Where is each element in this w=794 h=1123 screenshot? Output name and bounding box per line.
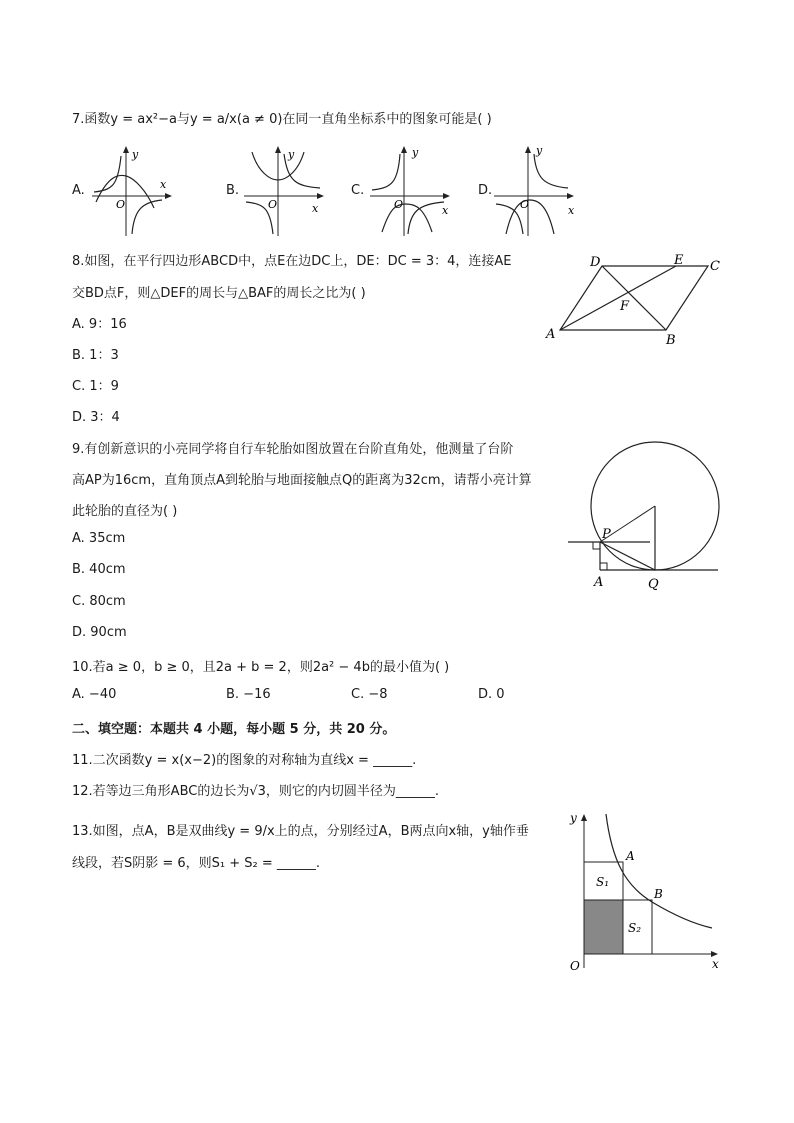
q9-option-d: D. 90cm <box>72 625 127 640</box>
q7d-origin: O <box>520 198 530 211</box>
q9-line2: 高AP为16cm，直角顶点A到轮胎与地面接触点Q的距离为32cm，请帮小亮计算 <box>72 473 532 488</box>
q13-line1: 13.如图，点A，B是双曲线y = 9/x上的点，分别经过A，B两点向x轴，y轴作垂 <box>72 824 529 839</box>
q7b-origin: O <box>268 198 278 211</box>
q9-label-q: Q <box>648 577 659 592</box>
q9-label-p: P <box>602 527 611 542</box>
q7-option-b-label: B. <box>226 183 240 198</box>
q8-label-e: E <box>674 253 684 268</box>
q11-stem: 11.二次函数y = x(x−2)的图象的对称轴为直线x = ______. <box>72 753 417 768</box>
q7d-x-label: x <box>568 204 575 217</box>
q7d-y-label: y <box>536 144 543 157</box>
q9-label-a: A <box>594 575 604 590</box>
q10-stem: 10.若a ≥ 0，b ≥ 0，且2a + b = 2，则2a² − 4b的最小值为( ) <box>72 660 450 675</box>
q8-option-a: A. 9：16 <box>72 317 127 332</box>
q8-option-d: D. 3：4 <box>72 410 120 425</box>
q13-label-s2: S₂ <box>628 921 642 935</box>
q8-label-f: F <box>620 299 630 314</box>
q13-line2: 线段，若S阴影 = 6，则S₁ + S₂ = ______. <box>72 856 321 871</box>
q9-option-a: A. 35cm <box>72 531 126 546</box>
q7-graph-c <box>366 142 462 238</box>
q7-graph-b <box>240 142 336 238</box>
q13-hyperbola-figure <box>562 808 730 976</box>
q8-label-a: A <box>546 327 556 342</box>
q10-option-c: C. −8 <box>351 687 388 702</box>
q13-x-label: x <box>712 957 719 971</box>
q12-stem: 12.若等边三角形ABC的边长为√3，则它的内切圆半径为______. <box>72 784 440 799</box>
q13-label-s1: S₁ <box>596 875 610 889</box>
q7a-origin: O <box>116 198 126 211</box>
q13-label-a: A <box>626 849 635 863</box>
section-fill-in-heading: 二、填空题：本题共 4 小题，每小题 5 分，共 20 分。 <box>72 722 396 737</box>
q9-line3: 此轮胎的直径为( ) <box>72 504 178 519</box>
q7b-x-label: x <box>312 202 319 215</box>
q7-graph-a <box>88 142 184 238</box>
q7b-y-label: y <box>288 148 295 161</box>
q9-option-b: B. 40cm <box>72 562 126 577</box>
q7-stem: 7.函数y = ax²−a与y = a/x(a ≠ 0)在同一直角坐标系中的图象可能是( ) <box>72 112 492 127</box>
q8-line1: 8.如图，在平行四边形ABCD中，点E在边DC上，DE：DC = 3：4，连接AE <box>72 254 512 269</box>
q13-label-b: B <box>654 887 663 901</box>
q9-line1: 9.有创新意识的小亮同学将自行车轮胎如图放置在台阶直角处，他测量了台阶 <box>72 442 514 457</box>
q10-option-a: A. −40 <box>72 687 117 702</box>
q8-label-d: D <box>590 255 601 270</box>
q9-tire-figure <box>564 432 726 594</box>
q13-shaded-rect <box>584 900 623 954</box>
q8-line2: 交BD点F，则△DEF的周长与△BAF的周长之比为( ) <box>72 286 366 301</box>
q8-option-b: B. 1：3 <box>72 348 119 363</box>
q7c-x-label: x <box>442 204 449 217</box>
q8-label-b: B <box>666 333 676 348</box>
q7-option-a-label: A. <box>72 183 85 198</box>
q7-option-d-label: D. <box>478 183 493 198</box>
q10-option-b: B. −16 <box>226 687 271 702</box>
q7c-origin: O <box>394 198 404 211</box>
q7a-x-label: x <box>160 178 167 191</box>
q9-option-c: C. 80cm <box>72 594 126 609</box>
q13-y-label: y <box>570 811 577 825</box>
q8-label-c: C <box>710 259 720 274</box>
q7c-y-label: y <box>412 146 419 159</box>
q10-option-d: D. 0 <box>478 687 505 702</box>
q7-graph-d <box>490 142 586 238</box>
q7-option-c-label: C. <box>351 183 365 198</box>
q7a-y-label: y <box>132 148 139 161</box>
q8-option-c: C. 1：9 <box>72 379 119 394</box>
q13-origin-label: O <box>570 959 580 973</box>
q8-parallelogram-figure <box>538 250 734 350</box>
